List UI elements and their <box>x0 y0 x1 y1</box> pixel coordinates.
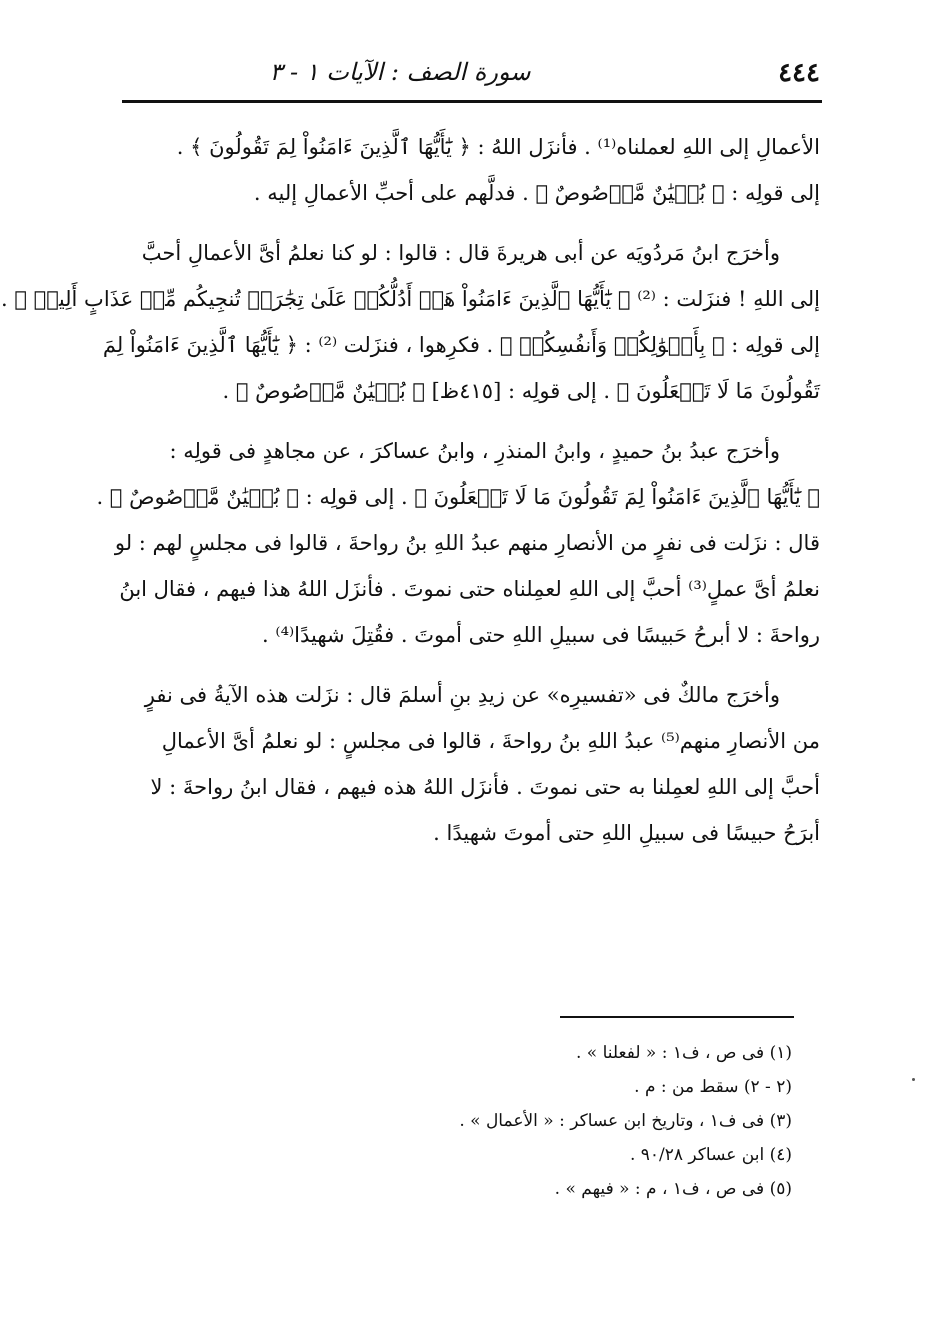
text-line: إلى اللهِ ! فنزَلت : ⁽²⁾ ﴿ يَٰٓأَيُّهَا ٱلَّذِينَ ءَامَنُواْ هَلۡ أَدُلُّكُمۡ عَلَىٰ تِجَٰرَةٖ تُنجِيكُم مِّنۡ عَذَابٍ أَلِيمٖ ﴾ . <box>0 287 820 311</box>
text-line: إلى قولِه : ﴿ بُنۡيَٰنٌ مَّرۡصُوصٌ ﴾ . فدلَّهم على أحبِّ الأعمالِ إليه . <box>253 181 820 205</box>
text-line: ﴿ يَٰٓأَيُّهَا ٱلَّذِينَ ءَامَنُواْ لِمَ تَقُولُونَ مَا لَا تَفۡعَلُونَ ﴾ . إلى قولِه : ﴿ بُنۡيَٰنٌ مَّرۡصُوصٌ ﴾ . <box>96 485 820 509</box>
text-line: من الأنصارِ منهم⁽⁵⁾ عبدُ اللهِ بنُ رواحةَ ، قالوا فى مجلسٍ : لو نعلمُ أىَّ الأعمالِ <box>161 729 820 753</box>
text-line: الأعمالِ إلى اللهِ لعملناه⁽¹⁾ . فأنزَل اللهُ : ﴿ يَٰٓأَيُّهَا ٱلَّذِينَ ءَامَنُواْ لِمَ تَقُولُونَ ﴾ . <box>176 135 820 159</box>
page-header <box>120 52 820 96</box>
paragraph-2 <box>0 230 820 414</box>
paragraph-1 <box>120 124 820 216</box>
footnote-5: (٥) فى ص ، ف١ ، م : « فيهم » . <box>554 1179 792 1199</box>
text-line: قال : نزَلت فى نفرٍ من الأنصارِ منهم عبدُ اللهِ بنُ رواحةَ ، قالوا فى مجلسٍ لهم : لو <box>114 531 820 555</box>
footnote-rule <box>560 1016 794 1018</box>
header-rule <box>122 100 822 103</box>
running-title: سورة الصف : الآيات ١ - ٣ <box>269 58 531 86</box>
scan-speck <box>912 1078 915 1081</box>
text-line: أحبَّ إلى اللهِ لعمِلنا به حتى نموتَ . فأنزَل اللهُ هذه فيهم ، فقال ابنُ رواحةَ : لا <box>150 775 820 799</box>
footnote-3: (٣) فى ف١ ، وتاريخ ابن عساكر : « الأعمال » . <box>459 1111 792 1131</box>
footnotes <box>420 1036 792 1206</box>
footnote-2: (٢ - ٢) سقط من : م . <box>634 1077 792 1097</box>
text-line: نعلمُ أىَّ عملٍ⁽³⁾ أحبَّ إلى اللهِ لعمِلناه حتى نموتَ . فأنزَل اللهُ هذا فيهم ، فقال ابنُ <box>119 577 820 601</box>
paragraph-3 <box>96 428 820 658</box>
main-text <box>0 124 820 870</box>
text-line: وأخرَج ابنُ مَردُويَه عن أبى هريرةَ قال : قالوا : لو كنا نعلمُ أىَّ الأعمالِ أحبَّ <box>141 241 780 265</box>
text-line: وأخرَج مالكٌ فى «تفسيرِه» عن زيدِ بنِ أسلمَ قال : نزَلت هذه الآيةُ فى نفرٍ <box>144 683 780 707</box>
text-line: تَقُولُونَ مَا لَا تَفۡعَلُونَ ﴾ . إلى قولِه : [٤١٥ظ] ﴿ بُنۡيَٰنٌ مَّرۡصُوصٌ ﴾ . <box>222 379 820 403</box>
text-line: إلى قولِه : ﴿ بِأَمۡوَٰلِكُمۡ وَأَنفُسِكُمۡ ﴾ . فكرِهوا ، فنزَلت ⁽²⁾ : ﴿ يَٰٓأَيُّهَا ٱلَّذِينَ ءَامَنُواْ لِمَ <box>102 333 820 357</box>
footnote-1: (١) فى ص ، ف١ : « لفعلنا » . <box>575 1043 792 1063</box>
paragraph-4 <box>120 672 820 856</box>
text-line: وأخرَج عبدُ بنُ حميدٍ ، وابنُ المنذرِ ، وابنُ عساكرَ ، عن مجاهدٍ فى قولِه : <box>169 439 780 463</box>
text-line: رواحةَ : لا أبرحُ حَبيسًا فى سبيلِ اللهِ حتى أموتَ . فقُتِلَ شهيدًا⁽⁴⁾ . <box>262 623 820 647</box>
footnote-4: (٤) ابن عساكر ٩٠/٢٨ . <box>629 1145 792 1165</box>
text-line: أبرَحُ حبيسًا فى سبيلِ اللهِ حتى أموتَ شهيدًا . <box>433 821 820 845</box>
page-number: ٤٤٤ <box>778 58 820 88</box>
